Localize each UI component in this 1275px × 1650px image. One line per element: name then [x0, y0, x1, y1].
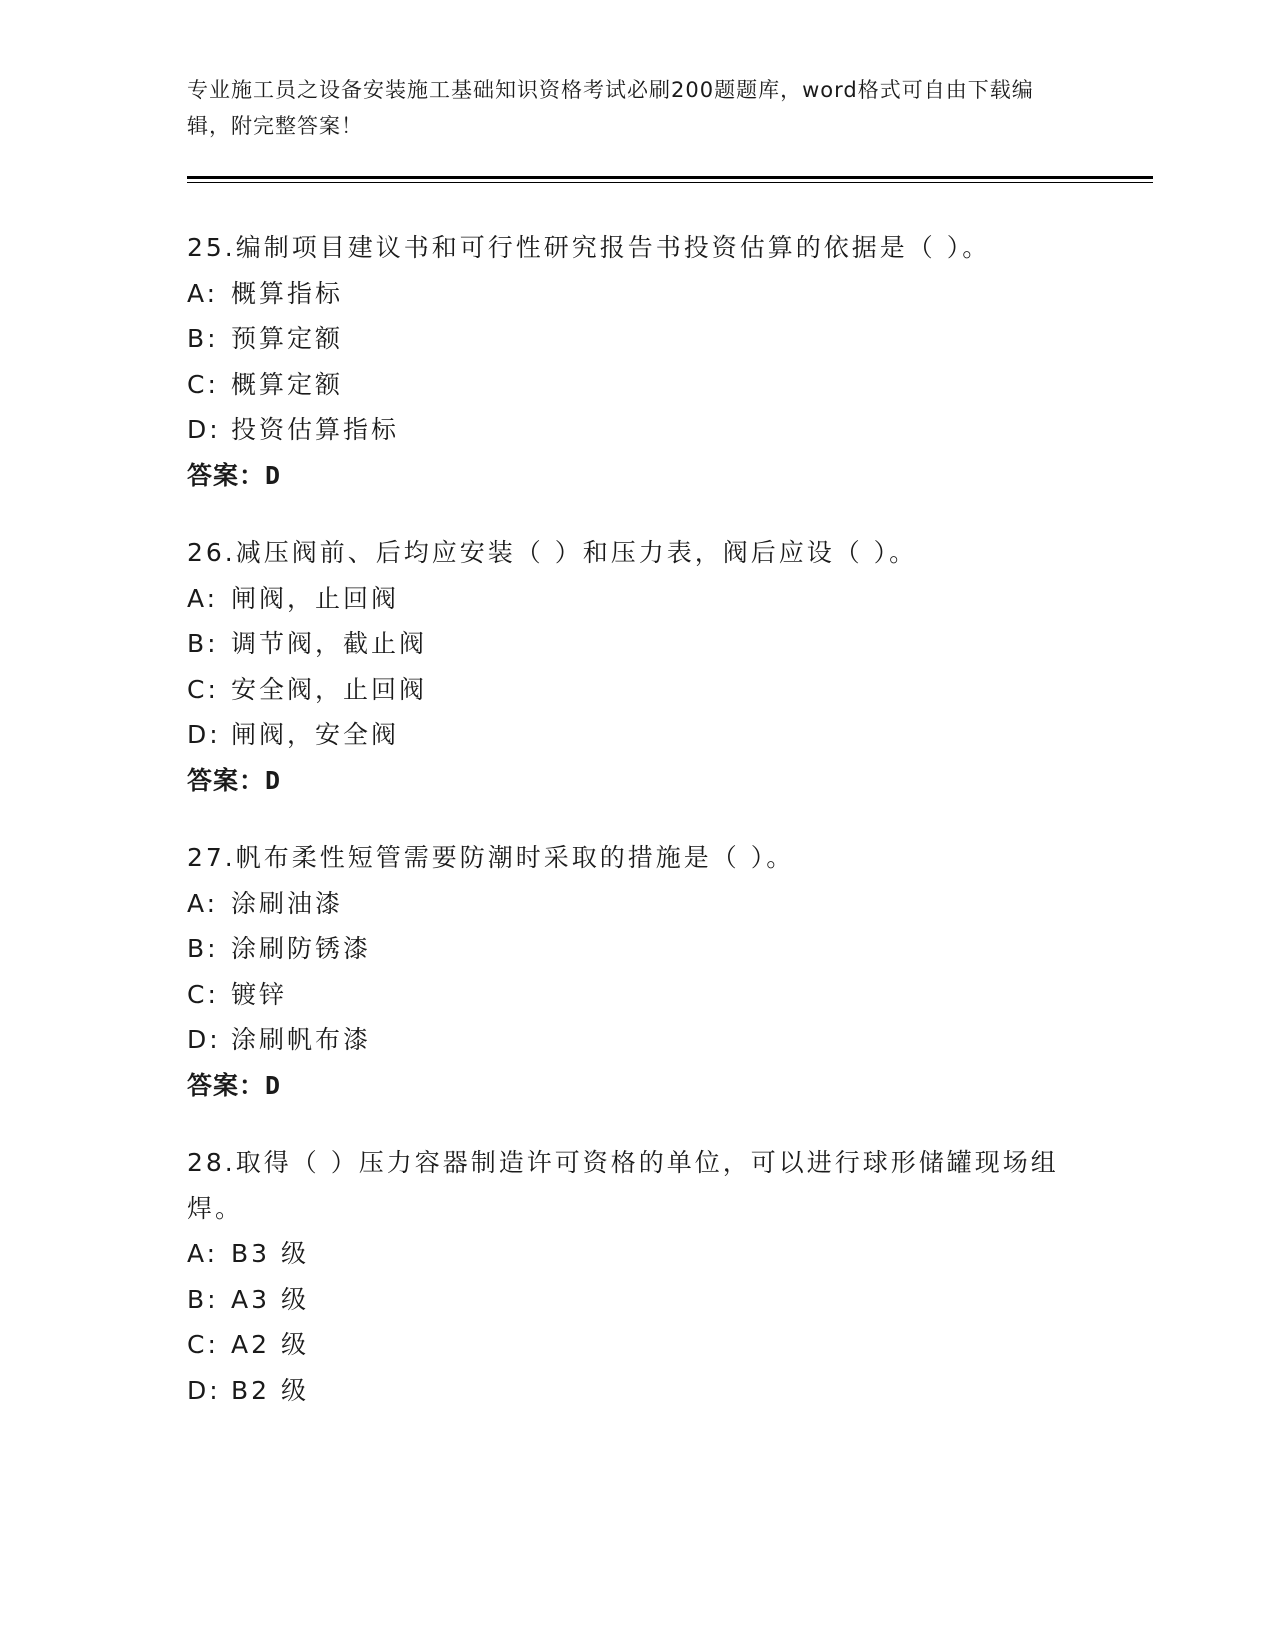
option-b: [187, 621, 1087, 667]
option-text: 预算定额: [231, 324, 344, 353]
option-letter: D:: [187, 720, 221, 749]
option-b: [187, 316, 1087, 362]
option-text: 闸阀，止回阀: [231, 583, 400, 613]
question-stem: 28.取得（ ）压力容器制造许可资格的单位，可以进行球形储罐现场组焊。: [187, 1148, 1059, 1223]
option-c: [187, 667, 1087, 713]
option-c: [187, 972, 1087, 1018]
question-27: [187, 835, 1087, 1108]
answer-label: 答案：D: [187, 460, 282, 490]
option-letter: A:: [187, 278, 219, 308]
option-text: 涂刷防锈漆: [231, 934, 372, 963]
option-text: 投资估算指标: [231, 415, 400, 444]
question-25: [187, 225, 1087, 498]
option-d: [187, 1017, 1087, 1063]
option-letter: C:: [187, 1330, 219, 1359]
option-text: 涂刷帆布漆: [231, 1025, 372, 1054]
option-text: B2 级: [231, 1375, 310, 1405]
question-stem: 27.帆布柔性短管需要防潮时采取的措施是（ ）。: [187, 843, 795, 872]
option-text: 安全阀，止回阀: [231, 674, 428, 704]
option-b: [187, 1277, 1087, 1323]
option-letter: B:: [187, 324, 219, 353]
option-letter: D:: [187, 415, 221, 444]
question-stem: 26.减压阀前、后均应安装（ ）和压力表，阀后应设（ ）。: [187, 538, 918, 567]
option-letter: C:: [187, 979, 219, 1009]
option-letter: B:: [187, 934, 219, 963]
option-a: [187, 1231, 1087, 1277]
option-text: 闸阀，安全阀: [231, 720, 400, 749]
answer-label: 答案：D: [187, 765, 282, 795]
answer-label: 答案：D: [187, 1070, 282, 1100]
option-text: 涂刷油漆: [231, 888, 344, 918]
question-28: [187, 1140, 1087, 1413]
option-letter: C:: [187, 369, 219, 399]
option-text: B3 级: [231, 1239, 310, 1268]
option-d: [187, 1368, 1087, 1414]
option-letter: A:: [187, 583, 219, 613]
option-a: [187, 576, 1087, 622]
option-d: [187, 407, 1087, 453]
header-divider-thin: [187, 182, 1153, 183]
question-26: [187, 530, 1087, 803]
option-letter: B:: [187, 629, 219, 658]
header-text: 专业施工员之设备安装施工基础知识资格考试必刷200题题库，word格式可自由下载编辑，附完整答案！: [187, 78, 1034, 138]
option-c: [187, 362, 1087, 408]
option-b: [187, 926, 1087, 972]
option-text: A2 级: [231, 1330, 309, 1359]
option-text: 镀锌: [231, 979, 288, 1009]
option-letter: B:: [187, 1284, 219, 1314]
question-stem: 25.编制项目建议书和可行性研究报告书投资估算的依据是（ ）。: [187, 233, 991, 262]
option-text: A3 级: [231, 1284, 309, 1314]
option-letter: D:: [187, 1375, 221, 1405]
option-c: [187, 1322, 1087, 1368]
option-letter: D:: [187, 1025, 221, 1054]
option-letter: A:: [187, 1239, 219, 1268]
option-letter: A:: [187, 888, 219, 918]
option-d: [187, 712, 1087, 758]
option-a: [187, 271, 1087, 317]
header-divider-thick: [187, 176, 1153, 179]
document-header: [187, 72, 1067, 144]
option-letter: C:: [187, 674, 219, 704]
option-text: 调节阀，截止阀: [231, 629, 428, 658]
option-text: 概算定额: [231, 369, 344, 399]
option-a: [187, 881, 1087, 927]
option-text: 概算指标: [231, 278, 344, 308]
